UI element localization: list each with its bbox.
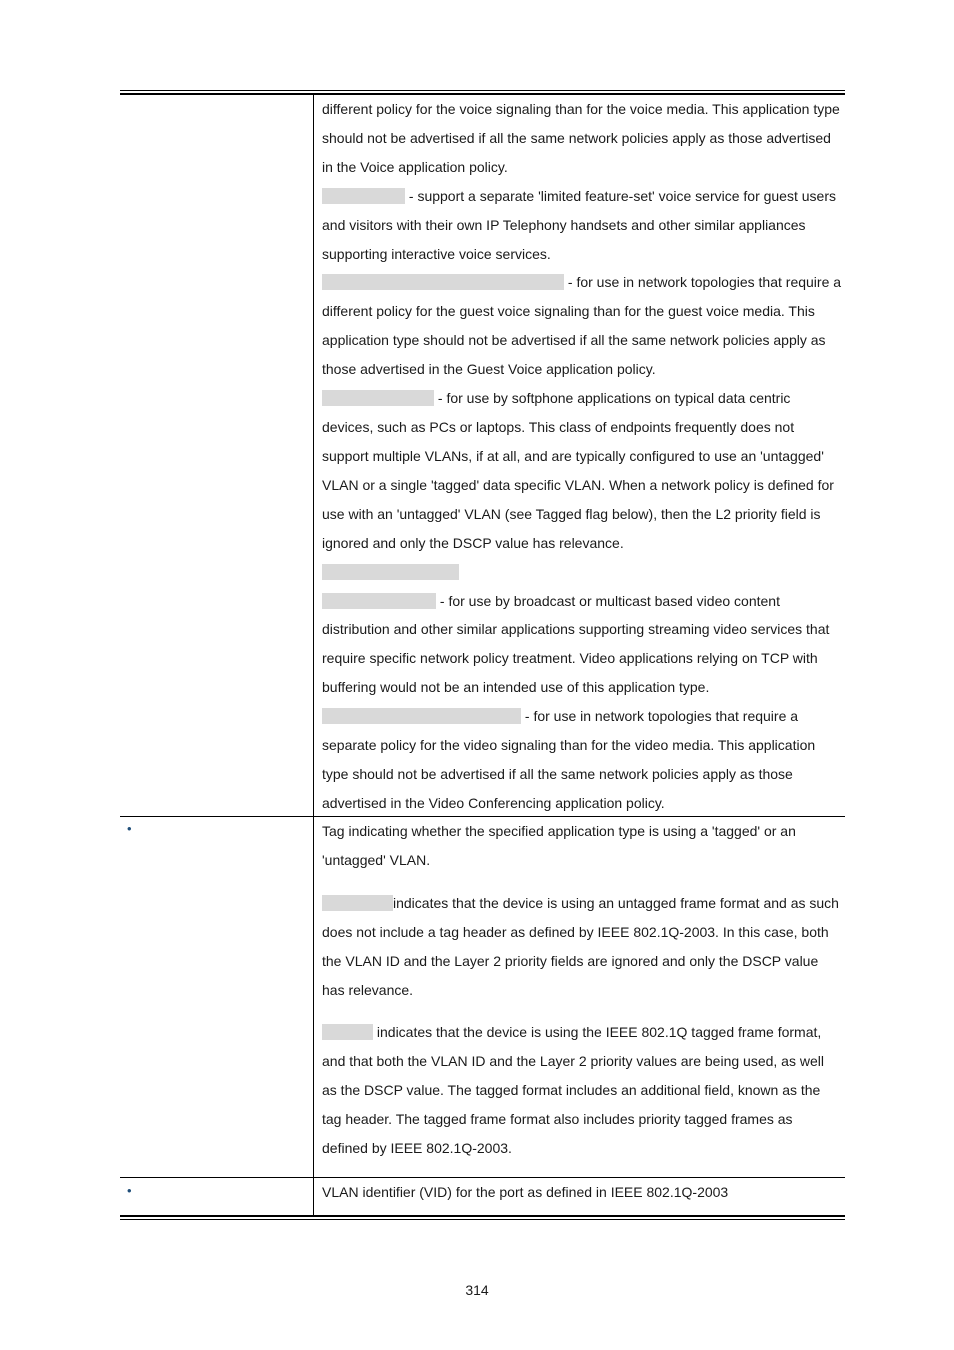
- highlight-mark: [322, 188, 405, 204]
- list-bullet: •: [127, 1183, 132, 1198]
- guest-voice-signaling-paragraph: - for use in network topologies that require a different policy for the guest voice signaling than for the guest voice media. This application type should not be advertised if all the same network policies apply as those advertised in the Guest Voice application policy.: [322, 274, 842, 378]
- guest-voice-paragraph: - support a separate 'limited feature-set' voice service for guest users and visitors with their own IP Telephony handsets and other similar appliances supporting interactive voice services.: [322, 187, 836, 262]
- tag-description: [322, 817, 842, 1163]
- table-top-rule: [120, 90, 845, 91]
- table-bottom-rule: [120, 1219, 845, 1220]
- streaming-video-paragraph: - for use by broadcast or multicast based video content distribution and other similar applications supporting streaming video services that require specific network policy treatment. Video applications relying on TCP with buffering would not be an intended use of this application type.: [322, 592, 830, 696]
- video-signaling-paragraph: - for use in network topologies that require a separate policy for the video signaling than for the video media. This application type should not be advertised if all the same network policies apply as those advertised in the Video Conferencing application policy.: [322, 708, 816, 811]
- voice-signaling-paragraph: different policy for the voice signaling than for the voice media. This application type should not be advertised if all the same network policies apply as those advertised in the Voice application policy.: [322, 101, 840, 175]
- application-type-description: [322, 95, 842, 818]
- column-divider: [313, 95, 314, 1215]
- vlan-id-description: [322, 1178, 842, 1207]
- softphone-voice-paragraph: - for use by softphone applications on typical data centric devices, such as PCs or laptops. This class of endpoints frequently does not support multiple VLANs, if at all, and are typically configured to use an 'untagged' VLAN or a single 'tagged' data specific VLAN. When a network policy is defined for use with an 'untagged' VLAN (see Tagged flag below), then the L2 priority field is ignored and only the DSCP value has relevance.: [322, 390, 834, 551]
- list-bullet: •: [127, 821, 132, 836]
- highlight-mark: [322, 274, 564, 290]
- highlight-mark: [322, 593, 436, 609]
- tagged-paragraph: indicates that the device is using the IEEE 802.1Q tagged frame format, and that both the VLAN ID and the Layer 2 priority values are being used, as well as the DSCP value. The tagged format includes an additional field, known as the tag header. The tagged frame format also includes priority tagged frames as defined by IEEE 802.1Q-2003.: [322, 1024, 824, 1157]
- vlan-id-paragraph: VLAN identifier (VID) for the port as defined in IEEE 802.1Q-2003: [322, 1184, 729, 1200]
- highlight-mark: [322, 390, 434, 406]
- untagged-paragraph: indicates that the device is using an untagged frame format and as such does not include a tag header as defined by IEEE 802.1Q-2003. In this case, both the VLAN ID and the Layer 2 priority fields are ignored and only the DSCP value has relevance.: [322, 894, 839, 998]
- highlight-mark: [322, 708, 521, 724]
- highlight-mark: [322, 564, 459, 580]
- highlight-mark: [322, 1024, 373, 1040]
- tag-intro-paragraph: Tag indicating whether the specified application type is using a 'tagged' or an 'untagged' VLAN.: [322, 823, 796, 868]
- table-bottom-rule: [120, 1215, 845, 1217]
- page-number: 314: [465, 1282, 489, 1298]
- highlight-mark: [322, 895, 393, 911]
